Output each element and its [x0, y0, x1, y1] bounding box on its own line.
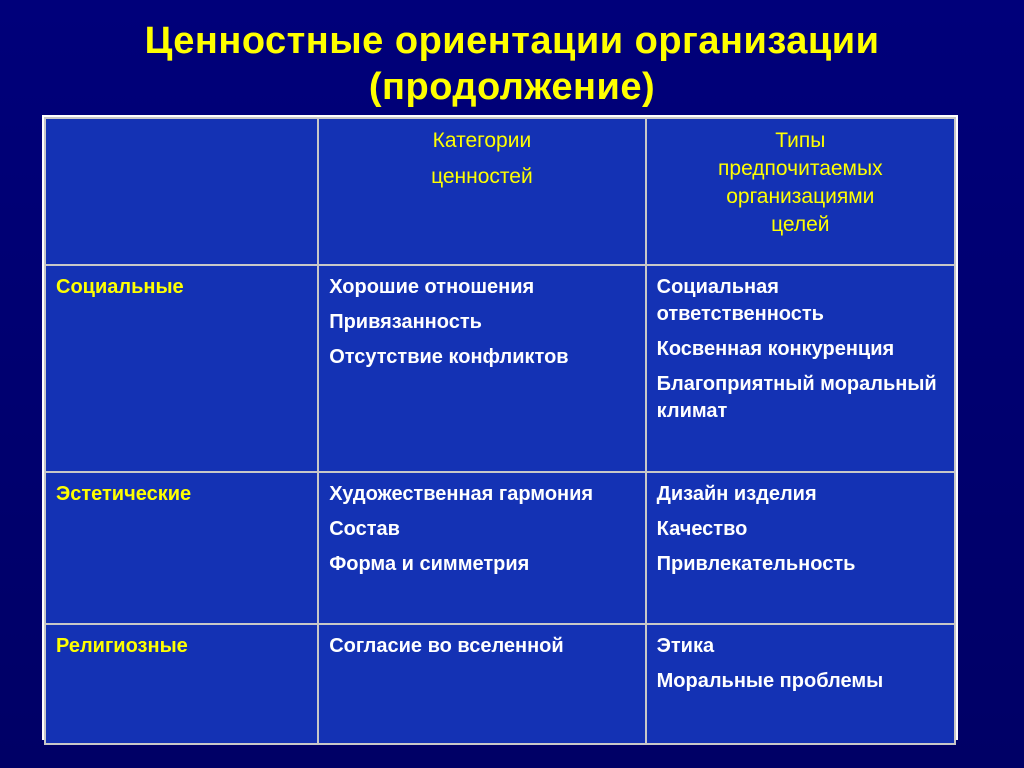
table-row	[46, 625, 954, 743]
values-table-frame	[42, 115, 958, 740]
row-goals-social: Социальная ответственность Косвенная конкуренция Благоприятный моральный климат	[647, 266, 954, 471]
title-line-1: Ценностные ориентации организации	[144, 20, 880, 62]
table-row	[46, 473, 954, 623]
row-category-aesthetic: Эстетические	[46, 473, 317, 623]
values-table	[44, 117, 956, 745]
table-header-row	[46, 119, 954, 264]
row-category-social: Социальные	[46, 266, 317, 471]
slide-title	[0, 18, 1024, 110]
title-line-2: (продолжение)	[368, 66, 656, 108]
row-goals-religious: Этика Моральные проблемы	[647, 625, 954, 743]
header-cell-empty	[46, 119, 317, 264]
header-cell-goal-types: Типы предпочитаемых организациями целей	[647, 119, 954, 264]
row-goals-aesthetic: Дизайн изделия Качество Привлекательность	[647, 473, 954, 623]
row-values-social: Хорошие отношения Привязанность Отсутствие конфликтов	[319, 266, 644, 471]
table-row	[46, 266, 954, 471]
row-values-aesthetic: Художественная гармония Состав Форма и симметрия	[319, 473, 644, 623]
row-values-religious: Согласие во вселенной	[319, 625, 644, 743]
header-cell-categories: Категории ценностей	[319, 119, 644, 264]
row-category-religious: Религиозные	[46, 625, 317, 743]
